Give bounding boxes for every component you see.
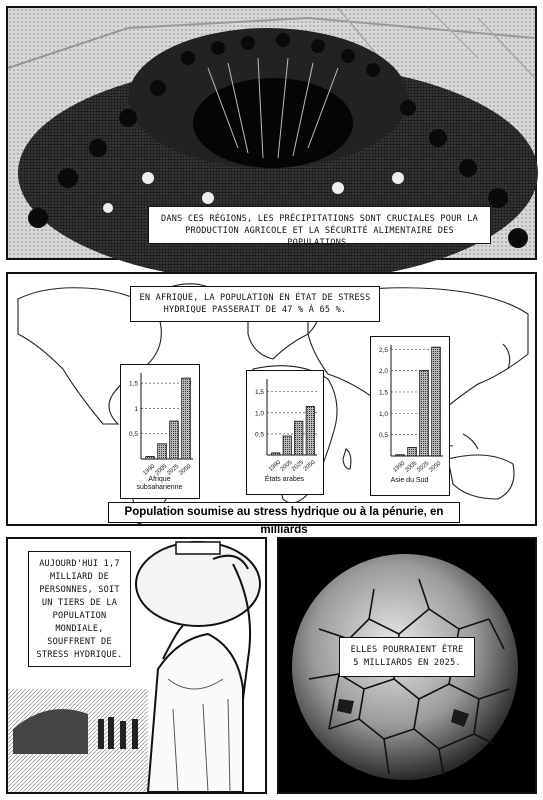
chart-asie-du-sud xyxy=(370,336,450,496)
chart-svg-etats-arabes xyxy=(247,371,322,493)
chart-ytick-label: 1,5 xyxy=(254,389,264,397)
chart-title: Afrique xyxy=(148,476,171,483)
chart-bar-2005 xyxy=(158,444,167,459)
chart-xtick-label: 2005 xyxy=(154,463,169,477)
chart-svg-asie-du-sud xyxy=(371,337,448,494)
chart-xtick-label: 2005 xyxy=(279,459,294,473)
panel3-caption: AUJOURD'HUI 1,7 MILLIARD DE PERSONNES, SOIT UN TIERS DE LA POPULATION MONDIALE, SOUFFRENT DE STRESS HYDRIQUE. xyxy=(28,551,131,667)
chart-ytick-label: 0,5 xyxy=(378,432,388,440)
chart-xtick-label: 2025 xyxy=(166,463,181,477)
panel-cracked-globe xyxy=(277,537,537,794)
chart-ytick-label: 0,5 xyxy=(128,431,138,439)
chart-ytick-label: 1,0 xyxy=(254,410,264,418)
chart-ytick-label: 1 xyxy=(134,405,138,413)
chart-bar-2050 xyxy=(306,406,314,455)
chart-ytick-label: 1,5 xyxy=(128,380,138,388)
chart-bar-2025 xyxy=(295,421,303,455)
chart-bar-1990 xyxy=(272,453,280,455)
chart-ytick-label: 2,5 xyxy=(378,346,388,354)
chart-xtick-label: 1990 xyxy=(268,459,283,473)
chart-xtick-label: 2025 xyxy=(416,460,431,474)
chart-ytick-label: 2,0 xyxy=(378,368,388,376)
chart-bar-2005 xyxy=(283,436,291,455)
chart-xtick-label: 2050 xyxy=(302,459,317,473)
chart-xtick-label: 1990 xyxy=(392,460,407,474)
panel-world-map xyxy=(6,272,537,536)
chart-xtick-label: 2050 xyxy=(178,463,193,477)
chart-bar-2050 xyxy=(432,347,441,456)
chart-xtick-label: 2050 xyxy=(428,460,443,474)
chart-bar-2050 xyxy=(182,378,191,459)
panel2-caption: EN AFRIQUE, LA POPULATION EN ÉTAT DE STRESS HYDRIQUE PASSERAIT DE 47 % À 65 %. xyxy=(130,286,380,322)
panel1-caption: DANS CES RÉGIONS, LES PRÉCIPITATIONS SONT CRUCIALES POUR LA PRODUCTION AGRICOLE ET LA SÉCURITÉ ALIMENTAIRE DES POPULATIONS. xyxy=(148,206,491,244)
chart-xtick-label: 2005 xyxy=(404,460,419,474)
chart-etats-arabes xyxy=(246,370,324,495)
panel-well-crowd xyxy=(6,6,537,260)
chart-bar-2005 xyxy=(408,447,417,456)
chart-title: Asie du Sud xyxy=(390,477,429,484)
chart-xtick-label: 1990 xyxy=(142,463,157,477)
chart-xtick-label: 2025 xyxy=(291,459,306,473)
chart-afrique-subsaharienne xyxy=(120,364,200,499)
chart-ytick-label: 0,5 xyxy=(254,431,264,439)
chart-ytick-label: 1,5 xyxy=(378,389,388,397)
chart-bar-1990 xyxy=(396,455,405,456)
chart-title: subsaharienne xyxy=(136,484,183,491)
chart-legend-caption: Population soumise au stress hydrique ou à la pénurie, en milliards xyxy=(108,502,460,523)
chart-svg-afrique xyxy=(121,365,198,497)
panel-woman-water-jar xyxy=(6,537,267,794)
chart-bar-1990 xyxy=(146,456,155,459)
panel4-caption: ELLES POURRAIENT ÊTRE 5 MILLIARDS EN 2025. xyxy=(339,637,475,677)
chart-title: États arabes xyxy=(264,476,305,483)
chart-bar-2025 xyxy=(420,371,429,456)
chart-bar-2025 xyxy=(170,421,179,459)
chart-ytick-label: 1,0 xyxy=(378,410,388,418)
